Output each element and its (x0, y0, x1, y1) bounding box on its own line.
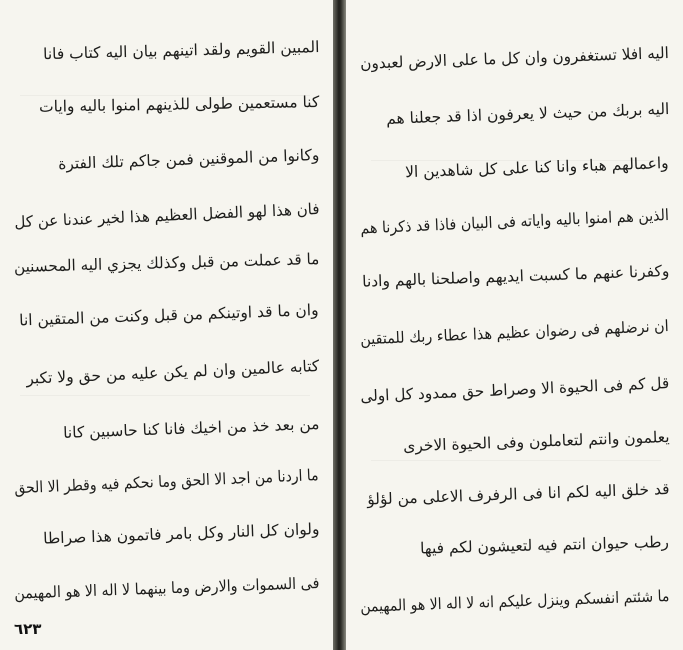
manuscript-line: قل كم فى الحيوة الا وصراط حق ممدود كل اولى (359, 374, 670, 406)
manuscript-line: يعلمون وانتم لتعاملون وفى الحيوة الاخرى (402, 428, 670, 456)
manuscript-line: وان ما قد اوتينكم من قبل وكنت من المتقين انا (19, 301, 320, 330)
manuscript-line: ولوان كل النار وكل بامر فاتمون هذا صراطا (42, 520, 320, 548)
paper-shadow (371, 460, 661, 461)
manuscript-line: فى السموات والارض وما بينهما لا اله الا هو المهيمن (13, 574, 320, 603)
manuscript-line: كتابه عالمين وان لم يكن عليه من حق ولا تكبر (25, 357, 320, 388)
manuscript-line: كنا مستعمين طولى للذينهم امنوا باليه وايات (38, 93, 320, 116)
manuscript-line: واعمالهم هباء وانا كنا على كل شاهدين الا (405, 154, 670, 182)
manuscript-line: المبين القويم ولقد اتينهم بيان اليه كتاب فانا (42, 38, 320, 64)
manuscript-line: من بعد خذ من اخيك فانا كنا حاسبين كانا (62, 415, 320, 442)
manuscript-line: وكانوا من الموقنين فمن جاكم تلك الفترة (57, 146, 320, 174)
right-page (0, 0, 333, 650)
manuscript-line: فان هذا لهو الفضل العظيم هذا لخير عندنا عن كل (13, 200, 320, 232)
manuscript-line: ما شئتم انفسكم وينزل عليكم انه لا اله الا هو المهيمن (359, 587, 670, 616)
manuscript-line: اليه بربك من حيث لا يعرفون اذا قد جعلنا هم (385, 100, 670, 128)
manuscript-line: رطب حيوان انتم فيه لتعيشون لكم فيها (419, 533, 670, 558)
left-page (346, 0, 683, 650)
manuscript-line: قد خلق اليه لكم انا فى الرفرف الاعلى من لؤلؤ (366, 480, 670, 509)
manuscript-line: ما اردنا من اجد الا الحق وما نحكم فيه وقطر الا الحق (14, 466, 320, 498)
manuscript-line: ان نرضلهم فى رضوان عظيم هذا عطاء ربك للمتقين (360, 317, 670, 349)
paper-shadow (20, 395, 310, 396)
manuscript-line: وكفرنا عنهم ما كسبت ايديهم واصلحنا بالهم وادنا (361, 262, 670, 291)
page-number: ٦٢٣ (14, 620, 42, 638)
book-gutter (333, 0, 346, 650)
manuscript-line: ما قد عملت من قبل وكذلك يجزي اليه المحسنين (13, 250, 320, 276)
manuscript-line: الذين هم امنوا باليه واياته فى البيان فاذا قد ذكرنا هم (360, 206, 670, 238)
manuscript-line: اليه افلا تستغفرون وان كل ما على الارض لعبدون (360, 44, 670, 73)
